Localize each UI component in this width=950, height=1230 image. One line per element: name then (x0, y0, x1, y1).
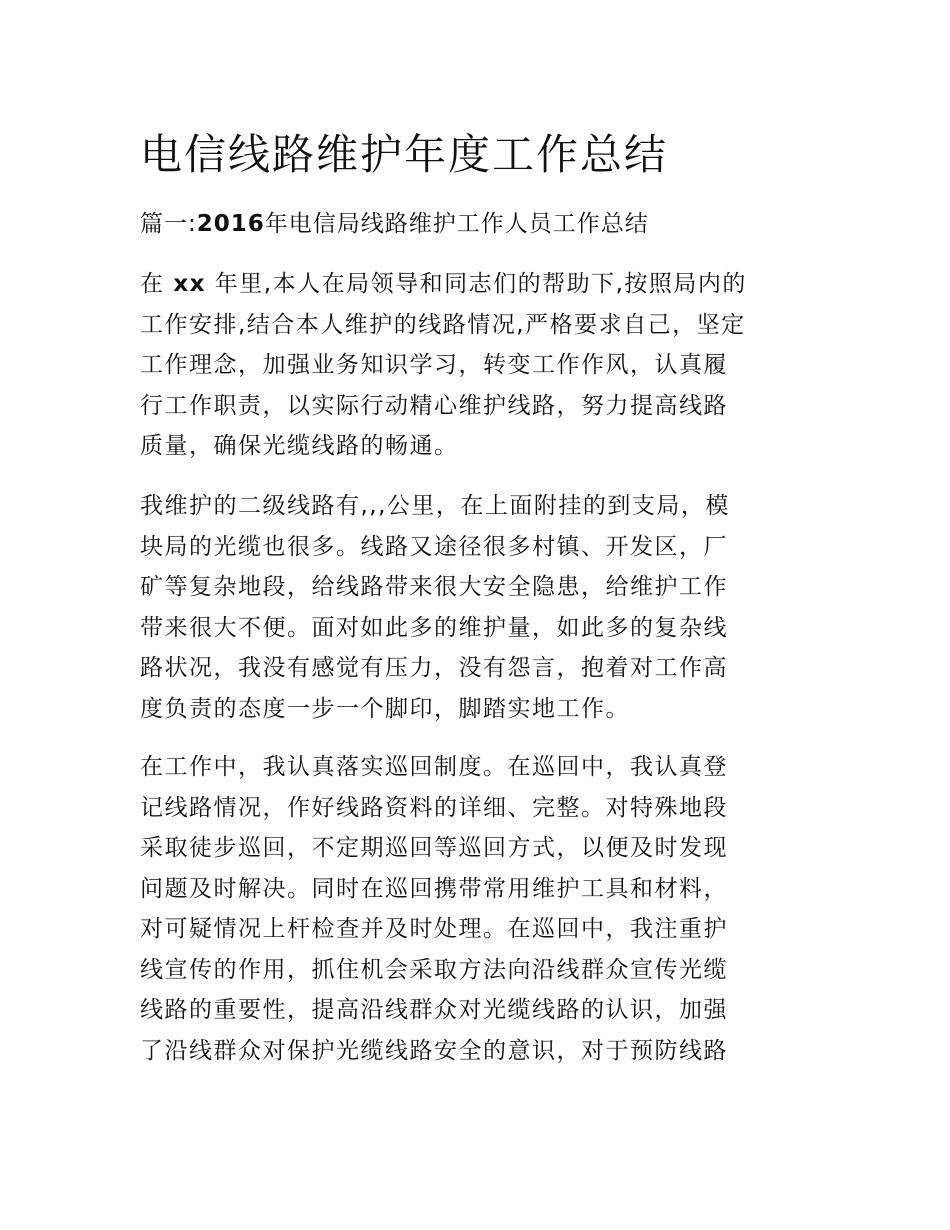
paragraph-1-year-placeholder: xx (173, 271, 206, 297)
paragraph-2-line: 路状况，我没有感觉有压力，没有怨言，抱着对工作高 (140, 655, 728, 681)
section-heading (140, 205, 840, 243)
paragraph-2-line: 我维护的二级线路有,,,公里，在上面附挂的到支局，模 (140, 493, 730, 519)
document-title: 电信线路维护年度工作总结 (140, 130, 669, 179)
paragraph-3-line: 问题及时解决。同时在巡回携带常用维护工具和材料， (140, 875, 728, 902)
paragraph-3-line: 在工作中，我认真落实巡回制度。在巡回中，我认真登 (140, 754, 728, 780)
paragraph-1-line (140, 264, 810, 305)
paragraph-1-line-1-start: 在 (140, 271, 165, 297)
paragraph-2-line: 矿等复杂地段，给线路带来很大安全隐患，给维护工作 (140, 574, 728, 600)
paragraph-2-line: 度负责的态度一步一个脚印，脚踏实地工作。 (140, 695, 630, 722)
paragraph-3-line: 了沿线群众对保护光缆线路安全的意识，对于预防线路 (140, 1037, 728, 1064)
paragraph-1 (140, 264, 810, 467)
paragraph-1-line: 工作安排,结合本人维护的线路情况,严格要求自己，坚定 (140, 311, 746, 338)
paragraph-2-line: 块局的光缆也很多。线路又途径很多村镇、开发区，厂 (140, 533, 728, 560)
paragraph-3 (140, 747, 810, 1071)
paragraph-3-line: 线路的重要性，提高沿线群众对光缆线路的认识，加强 (140, 997, 728, 1023)
paragraph-3-line: 对可疑情况上杆检查并及时处理。在巡回中，我注重护 (140, 916, 728, 942)
paragraph-3-line: 采取徒步巡回，不定期巡回等巡回方式，以便及时发现 (140, 835, 728, 861)
paragraph-1-line: 行工作职责，以实际行动精心维护线路，努力提高线路 (140, 392, 728, 419)
section-heading-text: 年电信局线路维护工作人员工作总结 (264, 211, 649, 237)
section-heading-prefix: 篇一: (140, 211, 197, 237)
paragraph-2 (140, 486, 810, 729)
paragraph-3-line: 线宣传的作用，抓住机会采取方法向沿线群众宣传光缆 (140, 956, 728, 983)
paragraph-1-line: 质量，确保光缆线路的畅通。 (140, 433, 459, 459)
paragraph-3-line: 记线路情况，作好线路资料的详细、完整。对特殊地段 (140, 794, 728, 821)
paragraph-2-line: 带来很大不便。面对如此多的维护量，如此多的复杂线 (140, 614, 728, 641)
paragraph-1-line: 工作理念，加强业务知识学习，转变工作作风，认真履 (140, 352, 728, 378)
paragraph-1-line-1-end: 年里,本人在局领导和同志们的帮助下,按照局内的 (214, 271, 747, 297)
section-heading-year: 2016 (196, 211, 265, 237)
